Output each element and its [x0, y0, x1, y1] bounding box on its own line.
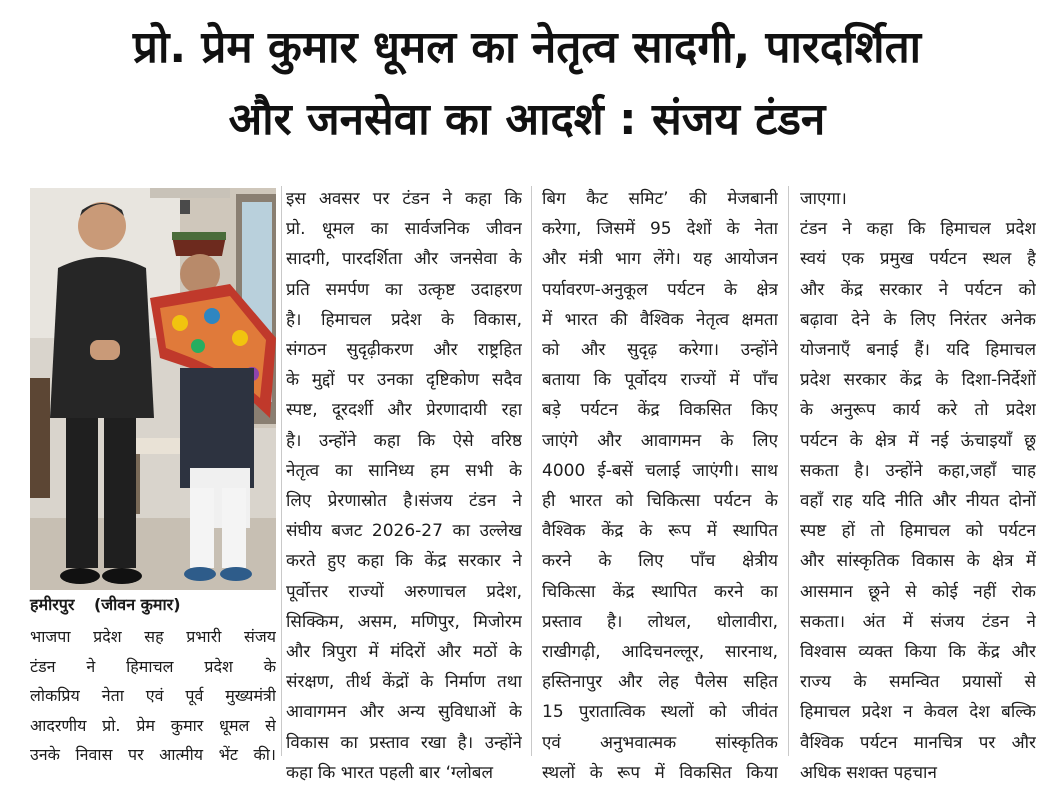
article-column-1 [30, 622, 276, 770]
column-line: अधिक सशक्त पहचान [800, 762, 937, 783]
column-line: के अनुरूप कार्य करे तो प्रदेश [800, 400, 1036, 421]
column-line: सादगी, पारदर्शिता और जनसेवा के [286, 249, 522, 270]
column-line: चिकित्सा केंद्र स्थापित करने का [542, 581, 778, 602]
column-line: के मुद्दों पर उनका दृष्टिकोण सदैव [286, 370, 522, 391]
column-line: वहाँ राह यदि नीति और नीयत दोनों [800, 491, 1036, 512]
column-line: बड़े पर्यटन केंद्र विकसित किए [542, 400, 778, 421]
article-column-3 [542, 184, 778, 788]
column-line: आदरणीय प्रो. प्रेम कुमार धूमल से [30, 715, 276, 735]
column-line: विश्वास व्यक्त किया कि केंद्र और [800, 642, 1036, 663]
column-line: इस अवसर पर टंडन ने कहा कि [286, 189, 522, 209]
column-line: हस्तिनापुर और लेह पैलेस सहित [542, 672, 778, 693]
column-line: स्थलों के रूप में विकसित किया [542, 762, 778, 783]
column-line: सकता। अंत में संजय टंडन ने [800, 611, 1036, 632]
column-line: सकता है। उन्होंने कहा,जहाँ चाह [800, 460, 1036, 481]
column-line: 4000 ई-बसें चलाई जाएंगी। साथ [542, 460, 778, 481]
column-line: जाएगा। [800, 189, 847, 209]
column-line: उनके निवास पर आत्मीय भेंट की। [30, 745, 276, 764]
column-line: विकास का प्रस्ताव रखा है। उन्होंने [286, 732, 522, 753]
photo-caption [30, 594, 276, 616]
column-line: 15 पुरातात्विक स्थलों को जीवंत [542, 702, 778, 723]
column-line: करने के लिए पाँच क्षेत्रीय [542, 551, 778, 572]
column-line: और सांस्कृतिक विकास के क्षेत्र में [800, 551, 1036, 572]
column-line: राज्य के समन्वित प्रयासों से [800, 672, 1036, 693]
column-line: लोकप्रिय नेता एवं पूर्व मुख्यमंत्री [30, 686, 276, 705]
headline [0, 12, 1054, 156]
column-divider [531, 186, 532, 756]
column-line: और केंद्र सरकार ने पर्यटन को [800, 279, 1036, 300]
column-line: है। उन्होंने कहा कि ऐसे वरिष्ठ [286, 430, 522, 451]
column-line: पूर्वोत्तर राज्यों अरुणाचल प्रदेश, [286, 581, 522, 602]
column-line: सिक्किम, असम, मणिपुर, मिजोरम [286, 611, 522, 632]
column-line: में भारत की वैश्विक नेतृत्व क्षमता [542, 309, 778, 330]
column-line: स्पष्ट हों तो हिमाचल को पर्यटन [800, 521, 1036, 542]
column-line: हिमाचल प्रदेश न केवल देश बल्कि [800, 702, 1036, 723]
headline-line-2: और जनसेवा का आदर्श : संजय टंडन [228, 94, 826, 145]
column-line: एवं अनुभवात्मक सांस्कृतिक [542, 732, 778, 753]
column-line: स्वयं एक प्रमुख पर्यटन स्थल है [800, 249, 1036, 270]
column-line: टंडन ने कहा कि हिमाचल प्रदेश [800, 219, 1036, 240]
column-divider [788, 186, 789, 756]
caption-reporter: (जीवन कुमार) [93, 595, 181, 614]
column-line: प्रो. धूमल का सार्वजनिक जीवन [286, 219, 522, 240]
column-line: है। हिमाचल प्रदेश के विकास, [286, 309, 522, 330]
article-column-2 [286, 184, 522, 788]
column-line: बिग कैट समिट’ की मेजबानी [542, 189, 778, 209]
column-line: आवागमन और अन्य सुविधाओं के [286, 702, 522, 723]
column-line: को और सुदृढ़ करेगा। उन्होंने [542, 340, 778, 361]
column-line: बढ़ावा देने के लिए निरंतर अनेक [800, 309, 1036, 330]
column-line: लिए प्रेरणास्रोत है।संजय टंडन ने [286, 491, 522, 512]
column-line: संरक्षण, तीर्थ केंद्रों के निर्माण तथा [286, 672, 522, 693]
column-line: संगठन सुदृढ़ीकरण और राष्ट्रहित [286, 340, 522, 361]
news-photo [30, 188, 276, 590]
caption-place: हमीरपुर [30, 595, 75, 614]
column-line: पर्यटन के क्षेत्र में नई ऊंचाइयाँ छू [800, 430, 1036, 451]
column-line: करते हुए कहा कि केंद्र सरकार ने [286, 551, 522, 572]
column-line: स्पष्ट, दूरदर्शी और प्रेरणादायी रहा [286, 400, 522, 421]
column-line: प्रस्ताव है। लोथल, धोलावीरा, [542, 611, 778, 632]
article-column-4 [800, 184, 1036, 788]
column-line: और मंत्री भाग लेंगे। यह आयोजन [542, 249, 778, 270]
column-line: टंडन ने हिमाचल प्रदेश के [30, 656, 276, 676]
column-line: भाजपा प्रदेश सह प्रभारी संजय [30, 627, 276, 646]
column-line: कहा कि भारत पहली बार ‘ग्लोबल [286, 762, 493, 783]
column-line: वैश्विक केंद्र के रूप में स्थापित [542, 521, 778, 542]
column-line: जाएंगे और आवागमन के लिए [542, 430, 778, 451]
column-line: वैश्विक पर्यटन मानचित्र पर और [800, 732, 1036, 753]
column-line: नेतृत्व का सानिध्य हम सभी के [286, 460, 522, 481]
column-line: और त्रिपुरा में मंदिरों और मठों के [286, 642, 522, 663]
column-line: संघीय बजट 2026-27 का उल्लेख [286, 521, 522, 542]
column-line: प्रति समर्पण का उत्कृष्ट उदाहरण [286, 279, 522, 300]
column-line: पर्यावरण-अनुकूल पर्यटन के क्षेत्र [542, 279, 778, 300]
column-line: योजनाएँ बनाई हैं। यदि हिमाचल [800, 340, 1036, 361]
column-line: करेगा, जिसमें 95 देशों के नेता [542, 219, 778, 240]
headline-line-1: प्रो. प्रेम कुमार धूमल का नेतृत्व सादगी, पारदर्शिता [132, 22, 922, 73]
column-line: प्रदेश सरकार केंद्र के दिशा-निर्देशों [800, 370, 1036, 391]
column-line: राखीगढ़ी, आदिचनल्लूर, सारनाथ, [542, 642, 778, 663]
column-line: बताया कि पूर्वोदय राज्यों में पाँच [542, 370, 778, 391]
column-divider [281, 186, 282, 756]
column-line: आसमान छूने से कोई नहीं रोक [800, 581, 1036, 602]
column-line: ही भारत को चिकित्सा पर्यटन के [542, 491, 778, 512]
